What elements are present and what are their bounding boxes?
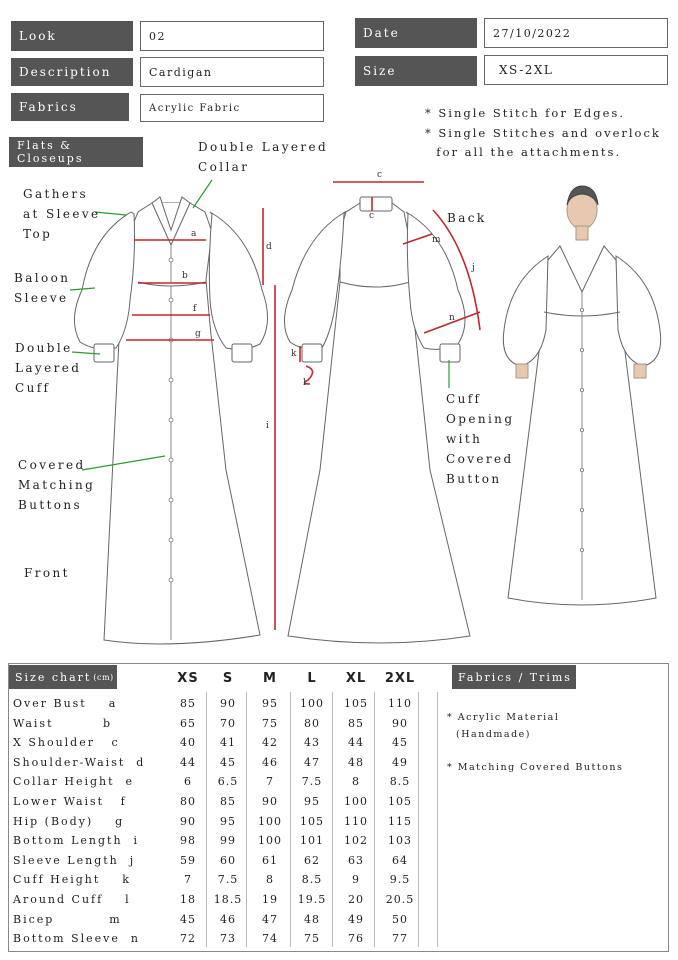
callout-front: Front	[24, 566, 70, 580]
size-chart-title-text: Size chart	[15, 670, 92, 684]
size-cell: 100	[300, 697, 324, 710]
size-cell: 70	[220, 716, 236, 730]
size-cell: 48	[348, 755, 364, 769]
size-cell: 50	[392, 912, 408, 926]
size-row-label: Around Cuff l	[13, 893, 131, 906]
size-cell: 48	[304, 912, 320, 926]
trim-item-1: * Acrylic Material (Handmade)	[447, 712, 560, 740]
callout-cuff: Double Layered Cuff	[15, 341, 82, 395]
size-cell: 20	[348, 893, 364, 906]
size-cell: 105	[344, 697, 368, 710]
size-row-label: Collar Height e	[13, 775, 135, 789]
letter-n: n	[449, 313, 455, 323]
size-cell: 7	[184, 873, 192, 887]
size-cell: 40	[180, 736, 196, 750]
trim-item-2: * Matching Covered Buttons	[447, 762, 624, 773]
size-cell: 99	[220, 834, 236, 848]
size-cell: 90	[180, 814, 196, 828]
size-cell: 115	[388, 814, 412, 828]
size-row-label: Waist b	[13, 716, 113, 730]
letter-c-top: c	[377, 170, 383, 180]
flats-closeups-label: Flats & Closeups	[9, 137, 143, 167]
size-cell: 7.5	[301, 775, 323, 789]
column-divider	[290, 692, 291, 947]
size-cell: 102	[344, 834, 368, 848]
size-cell: 60	[220, 853, 236, 867]
column-divider	[332, 692, 333, 947]
size-value: XS-2XL	[484, 55, 668, 85]
size-header-xl: XL	[345, 671, 367, 686]
letter-l: l	[303, 378, 306, 388]
size-row-label: Lower Waist f	[13, 795, 127, 808]
size-row-label: Bottom Length i	[13, 834, 140, 848]
size-cell: 42	[262, 736, 278, 750]
size-cell: 44	[348, 736, 364, 750]
size-cell: 85	[220, 795, 236, 808]
size-cell: 44	[180, 755, 196, 769]
size-cell: 100	[258, 814, 282, 828]
size-cell: 110	[344, 814, 368, 828]
size-cell: 18	[180, 893, 196, 906]
fabrics-label: Fabrics	[11, 93, 129, 121]
date-label: Date	[355, 18, 477, 48]
size-row-label: Bottom Sleeve n	[13, 932, 140, 946]
callout-back: Back	[447, 211, 487, 225]
letter-c: c	[369, 211, 375, 221]
size-chart-title	[9, 665, 117, 689]
size-cell: 46	[262, 755, 278, 769]
size-row-label: Bicep m	[13, 912, 122, 926]
letter-b: b	[182, 271, 188, 281]
letter-f: f	[193, 304, 197, 314]
size-cell: 77	[392, 932, 408, 946]
size-label: Size	[355, 56, 477, 86]
size-cell: 105	[388, 795, 412, 808]
size-row-label: Cuff Height k	[13, 873, 131, 887]
size-cell: 63	[348, 853, 364, 867]
size-cell: 6.5	[217, 775, 239, 789]
size-cell: 47	[262, 912, 278, 926]
size-cell: 18.5	[213, 893, 243, 906]
fabrics-trims-title: Fabrics / Trims	[452, 665, 576, 689]
size-cell: 95	[304, 795, 320, 808]
size-cell: 85	[348, 716, 364, 730]
size-cell: 90	[262, 795, 278, 808]
size-cell: 8	[266, 873, 274, 887]
size-cell: 62	[304, 853, 320, 867]
size-cell: 95	[262, 697, 278, 710]
letter-d: d	[266, 242, 272, 252]
callout-baloon-sleeve: Baloon Sleeve	[14, 271, 71, 305]
size-cell: 45	[220, 755, 236, 769]
note-line-1: * Single Stitch for Edges.	[425, 106, 625, 120]
size-cell: 95	[220, 814, 236, 828]
size-cell: 103	[388, 834, 412, 848]
size-cell: 45	[392, 736, 408, 750]
note-line-2: * Single Stitches and overlock	[425, 126, 661, 140]
size-cell: 19.5	[297, 893, 327, 906]
size-cell: 8.5	[389, 775, 411, 789]
size-cell: 8.5	[301, 873, 323, 887]
size-row-label: Shoulder-Waist d	[13, 755, 146, 769]
size-cell: 85	[180, 697, 196, 710]
size-cell: 101	[300, 834, 324, 848]
size-cell: 73	[220, 932, 236, 946]
size-cell: 72	[180, 932, 196, 946]
size-cell: 41	[220, 736, 236, 750]
callout-buttons: Covered Matching Buttons	[18, 458, 96, 512]
size-header-l: L	[307, 671, 317, 686]
size-chart-unit: (cm)	[93, 672, 114, 682]
letter-j: j	[472, 263, 475, 273]
size-cell: 100	[344, 795, 368, 808]
size-cell: 80	[304, 716, 320, 730]
size-cell: 75	[262, 716, 278, 730]
callout-gathers: Gathers at Sleeve Top	[23, 187, 101, 241]
size-cell: 7.5	[217, 873, 239, 887]
callout-collar: Double Layered Collar	[198, 140, 329, 174]
size-cell: 110	[388, 697, 412, 710]
size-cell: 100	[258, 834, 282, 848]
size-cell: 98	[180, 834, 196, 848]
size-row-label: Over Bust a	[13, 697, 118, 710]
size-cell: 49	[348, 912, 364, 926]
size-cell: 90	[392, 716, 408, 730]
date-value: 27/10/2022	[484, 18, 668, 48]
fabrics-value: Acrylic Fabric	[140, 94, 324, 122]
note-line-3: for all the attachments.	[425, 145, 622, 159]
size-cell: 19	[262, 893, 278, 906]
size-cell: 90	[220, 697, 236, 710]
size-cell: 8	[352, 775, 360, 789]
size-cell: 43	[304, 736, 320, 750]
size-cell: 76	[348, 932, 364, 946]
size-cell: 59	[180, 853, 196, 867]
back-dress-drawing	[284, 197, 470, 643]
section-divider	[437, 692, 438, 947]
size-header-s: S	[222, 671, 234, 686]
size-cell: 20.5	[385, 893, 415, 906]
model-figure	[503, 186, 660, 605]
size-row-label: Sleeve Length j	[13, 853, 136, 867]
size-cell: 64	[392, 853, 408, 867]
description-value: Cardigan	[140, 57, 324, 87]
letter-i: i	[266, 421, 269, 431]
letter-a: a	[191, 229, 197, 239]
letter-k: k	[291, 349, 297, 359]
look-value: 02	[140, 21, 324, 51]
size-header-m: M	[263, 671, 277, 686]
size-cell: 46	[220, 912, 236, 926]
size-row-label: X Shoulder c	[13, 736, 120, 750]
look-label: Look	[11, 21, 133, 51]
size-cell: 49	[392, 755, 408, 769]
letter-m: m	[432, 235, 441, 245]
size-cell: 47	[304, 755, 320, 769]
size-cell: 45	[180, 912, 196, 926]
size-cell: 9.5	[389, 873, 411, 887]
size-cell: 105	[300, 814, 324, 828]
size-cell: 61	[262, 853, 278, 867]
size-cell: 75	[304, 932, 320, 946]
size-cell: 80	[180, 795, 196, 808]
size-row-label: Hip (Body) g	[13, 814, 125, 828]
size-cell: 9	[352, 873, 360, 887]
size-header-2xl: 2XL	[384, 671, 416, 686]
size-cell: 65	[180, 716, 196, 730]
size-cell: 74	[262, 932, 278, 946]
size-cell: 6	[184, 775, 192, 789]
size-cell: 7	[266, 775, 274, 789]
callout-cuff-opening: Cuff Opening with Covered Button	[446, 392, 515, 486]
size-header-xs: XS	[177, 671, 199, 686]
letter-g: g	[195, 329, 201, 339]
description-label: Description	[11, 58, 133, 86]
